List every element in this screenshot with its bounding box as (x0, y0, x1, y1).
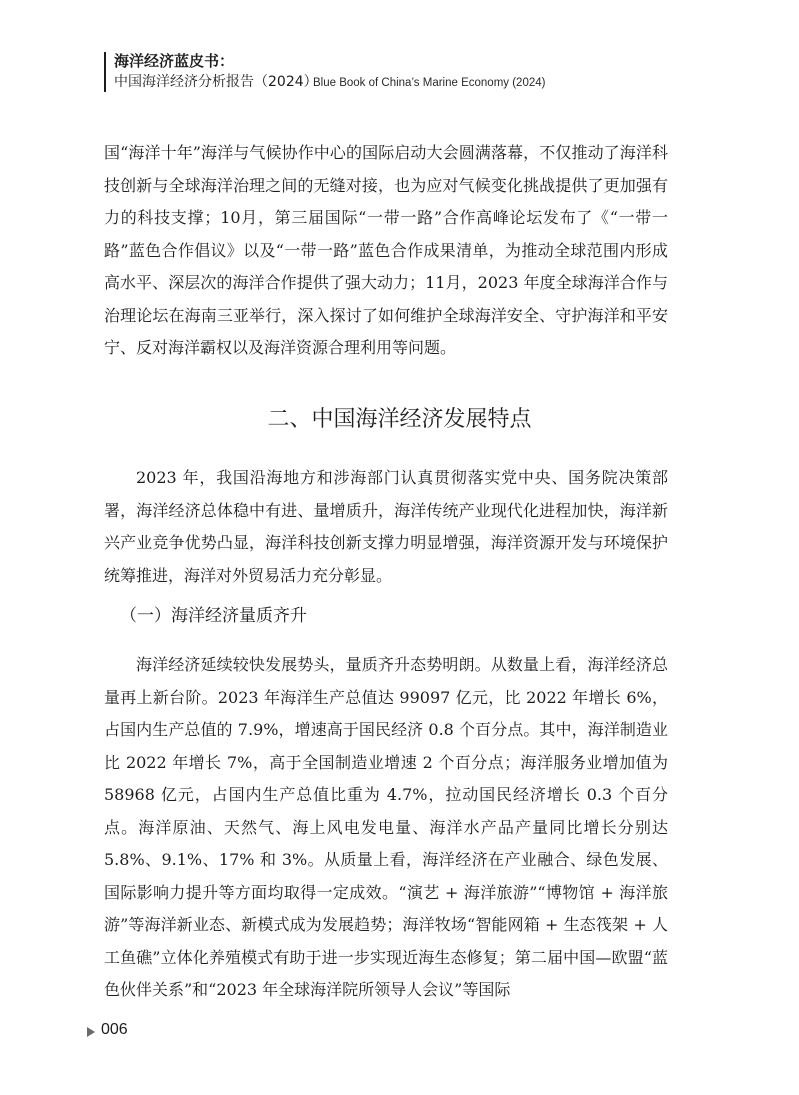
subsection-heading: （一）海洋经济量质齐升 (120, 606, 307, 626)
paragraph-continuation: 国“海洋十年”海洋与气候协作中心的国际启动大会圆满落幕，不仅推动了海洋科技创新与全球海洋治理之间的无缝对接，也为应对气候变化挑战提供了更加强有力的科技支撑；10月，第三届国际“一带一路”合作高峰论坛发布了《“一带一路”蓝色合作倡议》以及“一带一路”蓝色合作成果清单，为推动全球范围内形成高水平、深层次的海洋合作提供了强大动力；11月，2023 年度全球海洋合作与治理论坛在海南三亚举行，深入探讨了如何维护全球海洋安全、守护海洋和平安宁、反对海洋霸权以及海洋资源合理利用等问题。 (104, 143, 668, 357)
header-book-title: 海洋经济蓝皮书： (114, 52, 235, 70)
header-english-title: Blue Book of China’s Marine Economy (2024) (313, 77, 546, 89)
page-number: 006 (101, 1021, 128, 1038)
subsection-paragraph: 海洋经济延续较快发展势头，量质齐升态势明朗。从数量上看，海洋经济总量再上新台阶。2023 年海洋生产总值达 99097 亿元，比 2022 年增长 6%，占国内生产总值的 7.9%，增速高于国民经济 0.8 个百分点。其中，海洋制造业比 2022 年增长 7%，高于全国制造业增速 2 个百分点；海洋服务业增加值为 58968 亿元，占国内生产总值比重为 4.7%，拉动国民经济增长 0.3 个百分点。海洋原油、天然气、海上风电发电量、海洋水产品产量同比增长分别达 5.8%、9.1%、17% 和 3%。从质量上看，海洋经济在产业融合、绿色发展、国际影响力提升等方面均取得一定成效。“演艺 + 海洋旅游”“博物馆 + 海洋旅游”等海洋新业态、新模式成为发展趋势；海洋牧场“智能网箱 + 生态筏架 + 人工鱼礁”立体化养殖模式有助于进一步实现近海生态修复；第二届中国—欧盟“蓝色伙伴关系”和“2023 年全球海洋院所领导人会议”等国际 (104, 655, 668, 999)
header-report-title: 中国海洋经济分析报告（2024） (114, 74, 318, 90)
header-divider-bar (104, 52, 106, 92)
section-intro-paragraph: 2023 年，我国沿海地方和涉海部门认真贯彻落实党中央、国务院决策部署，海洋经济总体稳中有进、量增质升，海洋传统产业现代化进程加快，海洋新兴产业竞争优势凸显，海洋科技创新支撑力明显增强，海洋资源开发与环境保护统筹推进，海洋对外贸易活力充分彰显。 (104, 468, 668, 585)
triangle-right-icon (87, 1027, 95, 1037)
section-heading: 二、中国海洋经济发展特点 (267, 407, 532, 432)
